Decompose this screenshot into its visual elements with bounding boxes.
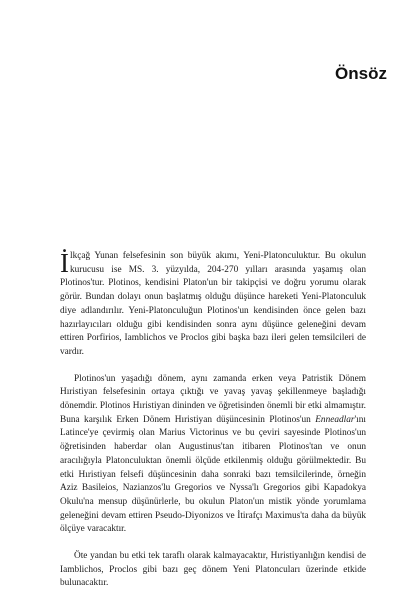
paragraph-1 xyxy=(60,250,366,360)
book-title-enneadlar: Enneadlar xyxy=(315,414,355,425)
body-text xyxy=(60,250,366,591)
paragraph-2 xyxy=(60,373,366,537)
drop-cap: İ xyxy=(60,248,69,278)
paragraph-2-part-1: Plotinos'un yaşadığı dönem, aynı zamanda erken veya Patristik Dönem Hıristiyan felsefesinin ortaya çıktığı ve yavaş yavaş şekillenmeye başladığı dönemdir. Plotinos Hıristiyan dininden ve öğretisinden önemli bir etki almamıştır. Buna karşılık Erken Dönem Hıristiyan düşüncesinin Plotinos'un xyxy=(60,373,366,425)
paragraph-3: Öte yandan bu etki tek taraflı olarak kalmayacaktır, Hıristiyanlığın kendisi de Iamblichos, Proclos gibi bazı geç dönem Yeni Platoncuları üzerinde etkide bulunacaktır. xyxy=(60,551,366,589)
paragraph-2-part-2: 'ını Latince'ye çevirmiş olan Marius Victorinus ve bu çeviri sayesinde Plotinos'un öğretisinden haberdar olan Augustinus'tan itibaren Plotinos'tan ve onun aracılığıyla Platonculuktan önemli ölçüde etkilenmiş olduğu görülmektedir. Bu etki Hıristiyan felsefi düşüncesinin daha sonraki bazı temsilcilerinde, örneğin Aziz Basileios, Nazianzos'lu Gregorios ve Nyssa'lı Gregorios gibi Kapadokya Okulu'na mensup düşünürlerle, bu okulun Platon'un mistik yönde yorumlama geleneğini devam ettiren Pseudo-Diyonizos ve İtirafçı Maximus'ta daha da büyük ölçüye varacaktır. xyxy=(60,414,366,535)
chapter-heading: Önsöz xyxy=(335,64,387,83)
paragraph-1-text: lkçağ Yunan felsefesinin son büyük akımı, Yeni-Platonculuktur. Bu okulun kurucusu ise MS. 3. yüzyılda, 204-270 yılları arasında yaşamış olan Plotinos'tur. Plotinos, kendisini Platon'un bir takipçisi ve doğru yorumu olarak görür. Bundan dolayı onun başlatmış olduğu düşünce hareketi Yeni-Platonculuk diye adlandırılır. Yeni-Platonculuğun Plotinos'un kendisinden önce gelen bazı hazırlayıcıları olduğu gibi kendisinden sonra aynı düşünce geleneğini devam ettiren Porfirios, Iamblichos ve Proclos gibi başka bazı ileri gelen temsilcileri de vardır. xyxy=(60,251,366,357)
